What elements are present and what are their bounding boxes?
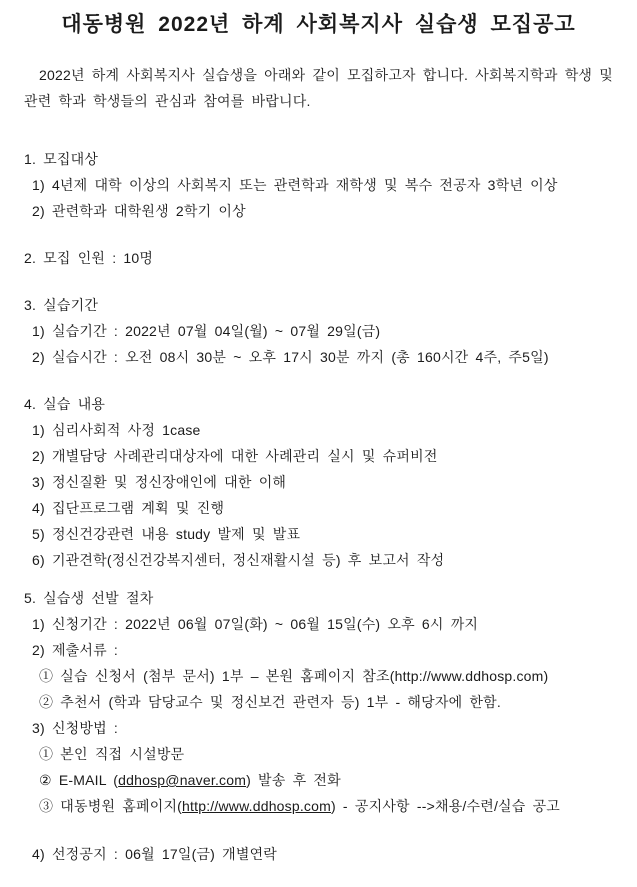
method-item-email: [24, 767, 613, 793]
list-item: 1) 심리사회적 사정 1case: [32, 422, 201, 438]
section-selection-process: [24, 585, 613, 867]
list-item: 2) 개별담당 사례관리대상자에 대한 사례관리 실시 및 슈퍼비전: [32, 448, 438, 464]
document-item-1: ① 실습 신청서 (첨부 문서) 1부 – 본원 홈페이지 참조(http://www.ddhosp.com): [39, 668, 549, 684]
email-link[interactable]: ddhosp@naver.com: [118, 772, 247, 788]
list-item: 5) 정신건강관련 내용 study 발제 및 발표: [32, 526, 301, 542]
document-item-2: ② 추천서 (학과 담당교수 및 정신보건 관련자 등) 1부 - 해당자에 한함.: [39, 694, 501, 710]
apply-period-item: 1) 신청기간 : 2022년 06월 07일(화) ~ 06월 15일(수) 오후 6시 까지: [32, 616, 479, 632]
list-item: 3) 정신질환 및 정신장애인에 대한 이해: [32, 474, 287, 490]
method-item-visit: ① 본인 직접 시설방문: [39, 746, 185, 762]
section-recruit-count: [24, 245, 613, 271]
method-homepage-suffix: ) - 공지사항 -->채용/수련/실습 공고: [330, 798, 561, 814]
section-heading-period: 3. 실습기간: [24, 297, 99, 313]
list-item: 2) 실습시간 : 오전 08시 30분 ~ 오후 17시 30분 까지 (총 160시간 4주, 주5일): [32, 349, 549, 365]
section-practice-period: [24, 292, 613, 370]
section-heading-selection: 5. 실습생 선발 절차: [24, 590, 154, 606]
method-homepage-prefix: ③ 대동병원 홈페이지(: [39, 798, 183, 814]
section-heading-content: 4. 실습 내용: [24, 396, 106, 412]
list-item: 4) 집단프로그램 계획 및 진행: [32, 500, 225, 516]
section-heading-target: 1. 모집대상: [24, 151, 99, 167]
website-link[interactable]: http://www.ddhosp.com: [182, 798, 331, 814]
method-email-suffix: ) 발송 후 전화: [246, 772, 341, 788]
list-item: 1) 실습기간 : 2022년 07월 04일(월) ~ 07월 29일(금): [32, 323, 381, 339]
section-heading-count: 2. 모집 인원 : 10명: [24, 250, 154, 266]
selection-notice-item: 4) 선정공지 : 06월 17일(금) 개별연락: [32, 846, 278, 862]
method-item-homepage: [24, 793, 613, 819]
intro-paragraph: 2022년 하계 사회복지사 실습생을 아래와 같이 모집하고자 합니다. 사회복지학과 학생 및 관련 학과 학생들의 관심과 참여를 바랍니다.: [24, 67, 613, 109]
documents-label: 2) 제출서류 :: [32, 642, 119, 658]
method-email-prefix: ② E-MAIL (: [39, 772, 119, 788]
list-item: 2) 관련학과 대학원생 2학기 이상: [32, 203, 246, 219]
method-label: 3) 신청방법 :: [32, 720, 119, 736]
list-item: 6) 기관견학(정신건강복지센터, 정신재활시설 등) 후 보고서 작성: [32, 552, 445, 568]
list-item: 1) 4년제 대학 이상의 사회복지 또는 관련학과 재학생 및 복수 전공자 3학년 이상: [32, 177, 558, 193]
section-recruit-target: [24, 146, 613, 224]
page-title: 대동병원 2022년 하계 사회복지사 실습생 모집공고: [61, 13, 576, 36]
section-practice-content: [24, 391, 613, 573]
